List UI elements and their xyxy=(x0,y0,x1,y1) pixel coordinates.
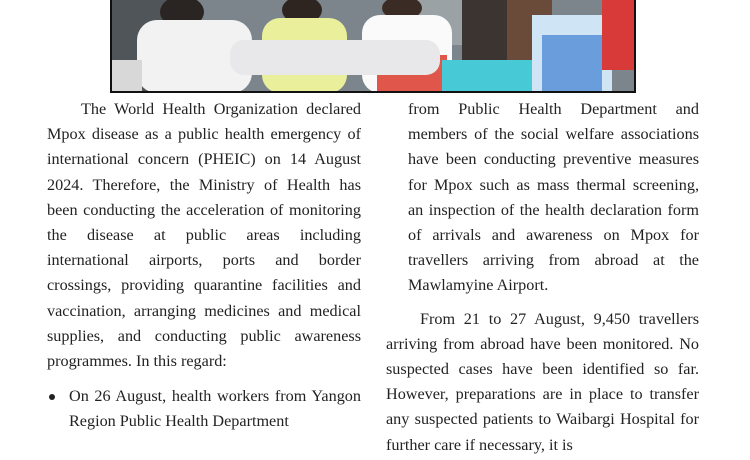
bullet-continuation: from Public Health Department and members of the social welfare associations have been conducting preventive measures for Mpox such as mass thermal screening, an inspection of the health declaration form of arrivals and awareness on Mpox for travellers arriving from abroad at the Mawlamyine Airport. xyxy=(408,100,699,295)
bullet-icon xyxy=(49,394,55,400)
photo-illustration xyxy=(112,0,636,93)
news-photo xyxy=(110,0,636,93)
bullet-text: On 26 August, health workers from Yangon Region Public Health Department xyxy=(69,387,361,431)
left-column xyxy=(47,97,361,435)
right-column xyxy=(386,97,699,458)
list-item xyxy=(47,384,361,434)
intro-paragraph: The World Health Organization declared Mpox disease as a public health emergency of international concern (PHEIC) on 14 August 2024. Therefore, the Ministry of Health has been conducting the acceleration of monitoring the disease at public areas including international airports, ports and border crossings, providing quarantine facilities and vaccination, arranging medicines and medical supplies, and conducting public awareness programmes. In this regard: xyxy=(47,100,361,371)
monitoring-paragraph: From 21 to 27 August, 9,450 travellers arriving from abroad have been monitored. No suspected cases have been identified so far. However, preparations are in place to transfer any suspected patients to Waibargi Hospital for further care if necessary, it is xyxy=(386,309,699,454)
